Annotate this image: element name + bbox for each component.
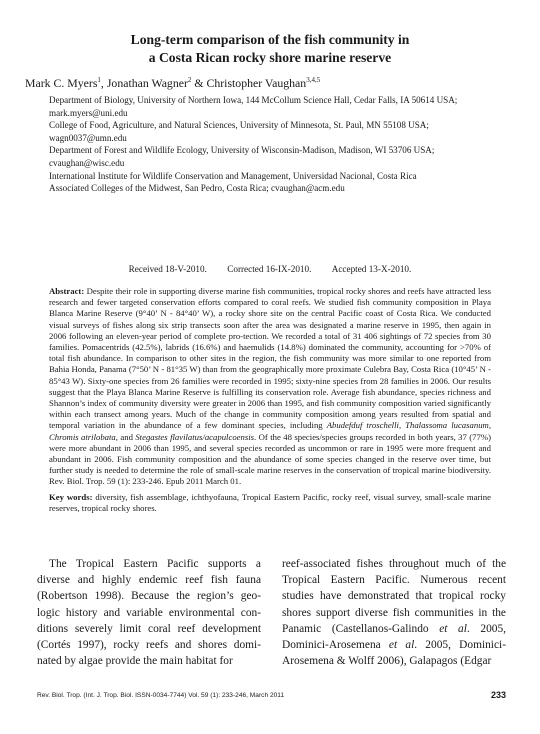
title-line-1: Long-term comparison of the fish community in [130,32,410,47]
affiliation-line: International Institute for Wildlife Conservation and Management, Universidad Nacional, Costa Rica [49,170,417,181]
page-number: 233 [491,690,507,700]
body-text: . 2005, Dominici-Arosemena & Wolff 2006), Galapagos (Edgar [282,639,506,668]
affiliation-email: cvaughan@wisc.edu [49,157,125,168]
affiliation-line: Department of Forest and Wildlife Ecology, University of Wisconsin-Madison, Madison, WI 53706 USA; [49,145,435,156]
author-3: Christopher Vaughan [206,76,307,90]
species-name: Chromis atrilobata [49,431,116,442]
abstract-text: , and [115,431,136,442]
journal-citation: Rev. Biol. Trop. (Int. J. Trop. Biol. ISSN-0034-7744) Vol. 59 (1): 233-246, March 2011 [37,692,285,699]
abstract-text: , [398,420,406,431]
body-text: . 2005, Dominici-Arosemena [282,622,506,652]
author-separator: & [191,76,207,90]
affiliation-email: wagn0037@umn.edu [49,132,127,143]
accepted-date: Accepted 13-X-2010. [331,264,412,274]
author-1: Mark C. Myers [25,76,98,90]
paper-title [40,31,500,67]
et-al: et al [439,622,467,635]
abstract-label: Abstract: [49,286,85,296]
affiliation-line: College of Food, Agriculture, and Natural Sciences, University of Minnesota, St. Paul, MN 55108 USA; [49,120,429,131]
author-2-affil: 2 [187,76,192,85]
abstract [49,286,491,488]
corrected-date: Corrected 16-IX-2010. [227,264,312,274]
author-3-affil: 3,4,5 [306,76,321,85]
affiliation-line: Associated Colleges of the Midwest, San Pedro, Costa Rica; cvaughan@acm.edu [49,183,345,194]
affiliation-line: Department of Biology, University of Northern Iowa, 144 McCollum Science Hall, Cedar Falls, IA 50614 USA; [49,95,458,105]
author-1-affil: 1 [97,76,101,85]
keywords-label: Key words: [49,492,93,502]
author-list [25,76,320,91]
abstract-text: . Of the 48 species/species groups recorded in both years, 37 (77%) were more abundant in 2006 than 1995, and several species recorded as uncommon or rare in 1995 were more frequent and abundant in 2006. Fish community composition and the abundance of some species changed in the reserve over time, but further study is needed to determine the role of small-scale marine reserves in the conservation of tropical marine biodiversity. Rev. Biol. Trop. 59 (1): 233-246. Epub 2011 March 01. [49,431,491,487]
et-al: et al [388,639,415,652]
author-separator: , [100,76,107,90]
body-text: reef-associated fishes throughout much of the Tropical Eastern Pacific. Numerous recent studies have demonstrated that tropical rocky shores support diverse fish communities in the Panamic (Castellanos-Galindo [282,558,506,635]
affiliation-email: mark.myers@uni.edu [49,107,128,118]
abstract-text: , [488,420,492,431]
keywords-text: diversity, fish assemblage, ichthyofauna, Tropical Eastern Pacific, rocky reef, visual survey, small-scale marine reserves, tropical rocky shores. [49,492,491,514]
keywords [49,492,491,514]
body-column-left [37,556,261,669]
body-text: The Tropical Eastern Pacific supports a diverse and highly endemic reef fish fauna (Robertson 1998). Because the region’s geo-logic history and variable environmental con-ditions severely limit coral reef development (Cortés 1997), rocky reefs and shores domi-nated by algae provide the main habitat for [37,558,261,668]
species-name: Abudefduf troschelli [326,420,399,431]
title-line-2: a Costa Rican rocky shore marine reserve [148,50,392,65]
manuscript-dates [0,263,540,275]
body-column-right [282,556,506,669]
species-name: Thalassoma lucasanum [405,420,489,431]
species-name: Stegastes flavilatus/acapulcoensis [135,431,255,442]
received-date: Received 18-V-2010. [128,264,207,274]
author-2: Jonathan Wagner [106,76,188,90]
abstract-text: Despite their role in supporting diverse marine fish communities, tropical rocky shores and reefs have attracted less research and fewer targeted conservation efforts compared to coral reefs. We studied fish community composition in Playa Blanca Marine Reserve (9°40’ N - 84°40’ W), a rocky shore site on the central Pacific coast of Costa Rica. We conducted visual surveys of fishes along six strip transects soon after the area was designated a marine reserve in 1995, then again in 2006 following an eleven-year period of complete pro-tection. We recorded a total of 31 406 sightings of 72 species from 30 families. Pomacentrids (42.5%), labrids (16.6%) and haemulids (14.8%) dominated the community, accounting for >70% of total fish abundance. In comparison to other sites in the region, the fish community was more similar to one reported from Bahia Honda, Panama (7°50’ N - 81°35 W) than from the geographically more proximate Culebra Bay, Costa Rica (10°45’ N - 85°43 W). Sixty-one species from 26 families were recorded in 1995; sixty-nine species from 28 families in 2006. Our results suggest that the Playa Blanca Marine Reserve is fulfilling its conservation role. Average fish abundance, species richness and Shannon’s index of community diversity were greater in 2006 than 1995, and fish community composition varied significantly within each transect among years. Much of the change in community composition among years resulted from spatial and temporal variation in the abundance of a few dominant species, including [49,286,491,431]
affiliations [49,94,519,195]
